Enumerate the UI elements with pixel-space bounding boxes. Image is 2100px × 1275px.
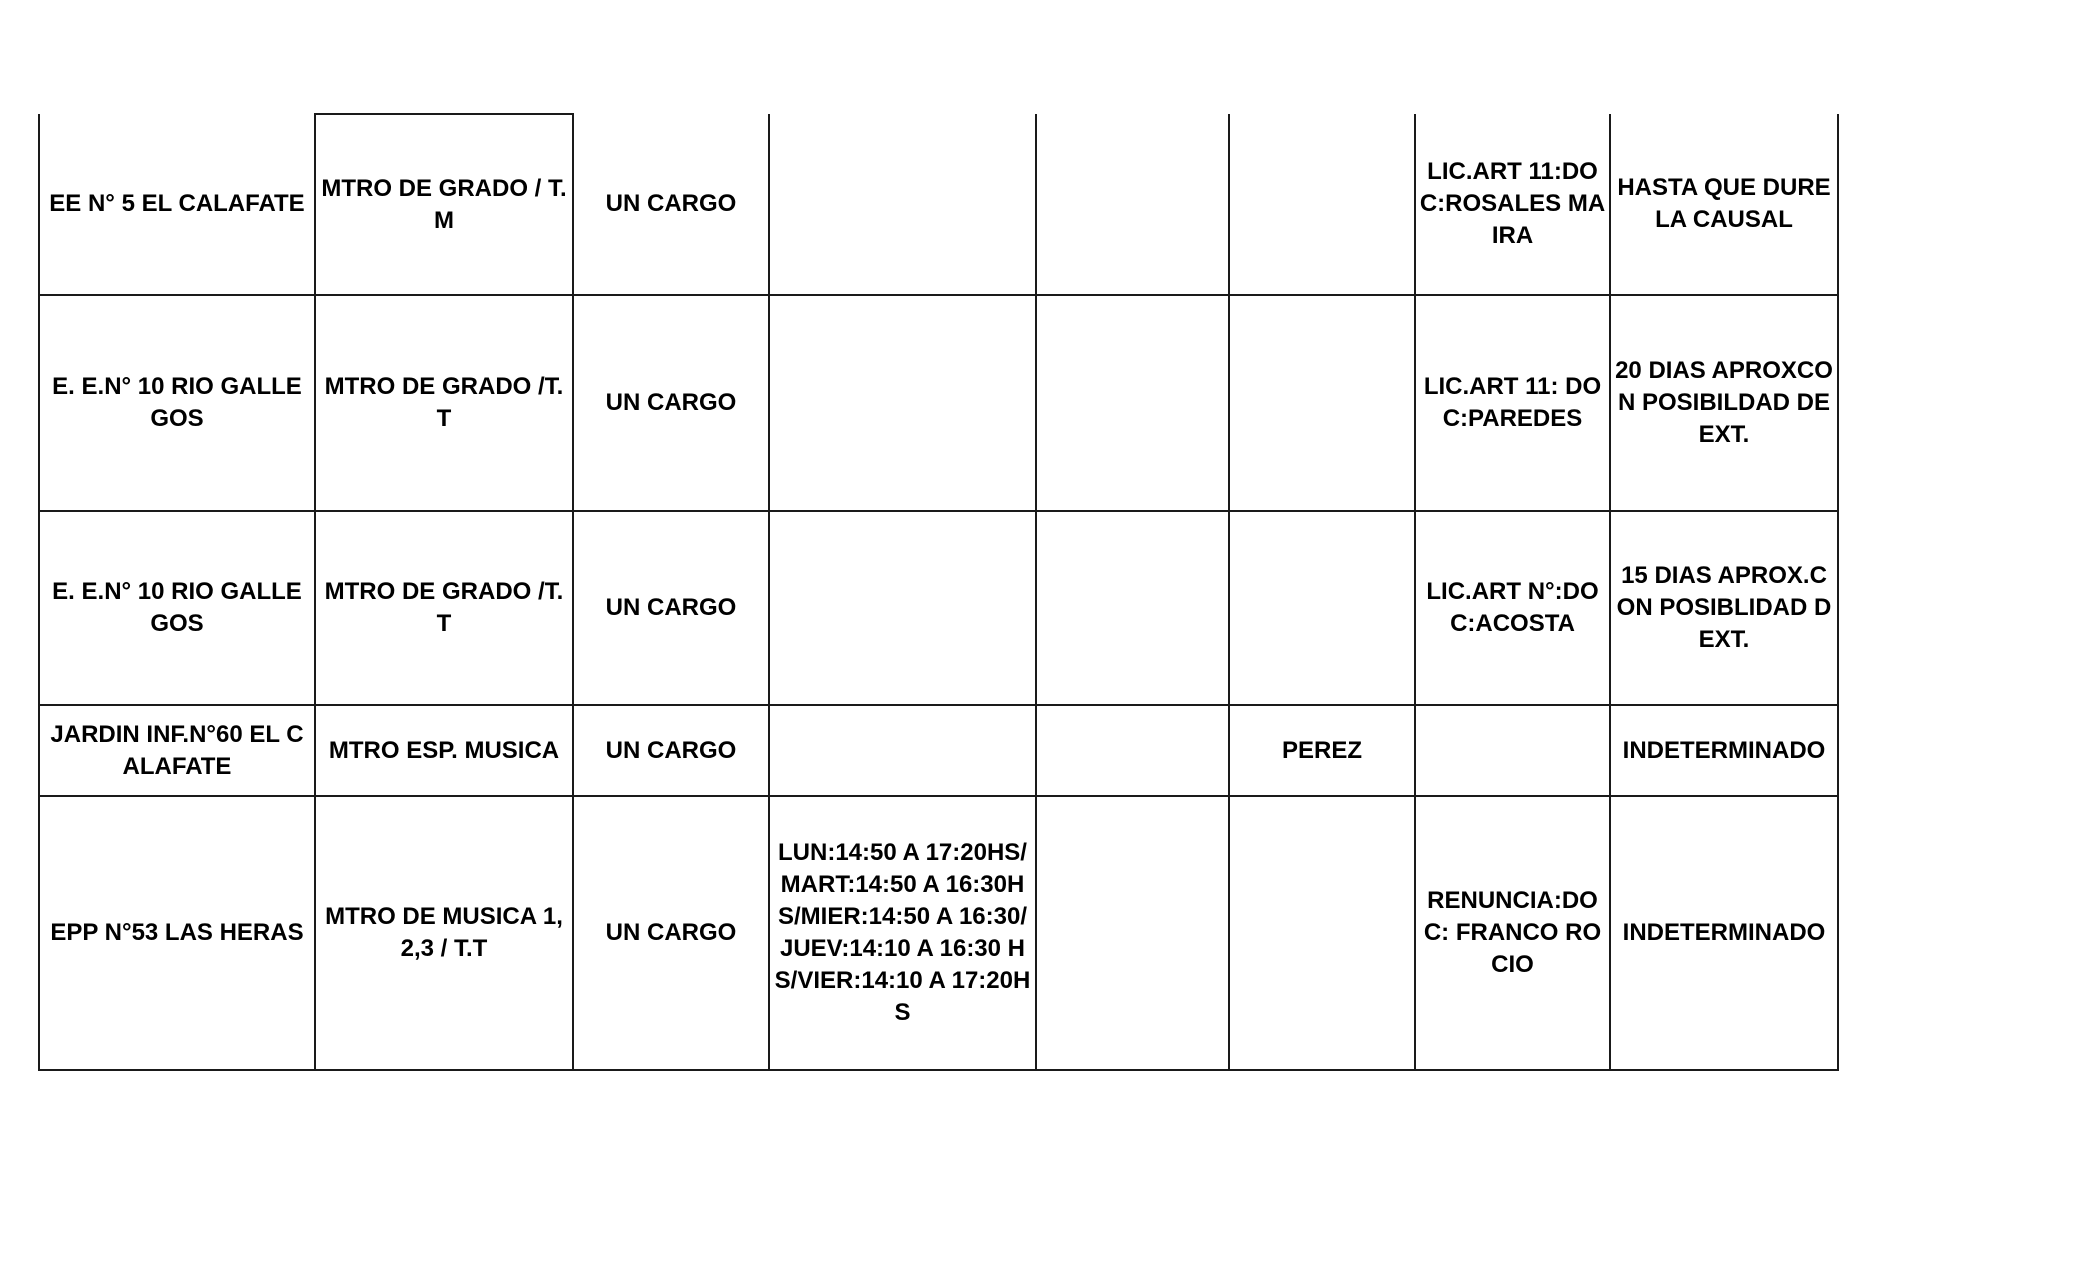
school-text: E. E.N° 10 RIO GALLEGOS — [52, 373, 302, 432]
reason-text: RENUNCIA:DOC: FRANCO ROCIO — [1423, 887, 1602, 978]
name-cell — [1229, 511, 1415, 705]
duration-cell — [1610, 114, 1838, 295]
reason-text: LIC.ART N°:DOC:ACOSTA — [1426, 578, 1599, 637]
school-cell — [39, 796, 315, 1070]
reason-cell — [1415, 796, 1610, 1070]
position-text: MTRO DE GRADO / T.M — [321, 174, 567, 234]
table-row — [39, 796, 1838, 1070]
reason-text: LIC.ART 11:DOC:ROSALES MAIRA — [1419, 158, 1606, 249]
quantity-text: UN CARGO — [605, 389, 737, 416]
quantity-text: UN CARGO — [605, 190, 737, 217]
position-cell — [315, 705, 573, 796]
quantity-cell — [573, 511, 769, 705]
quantity-text: UN CARGO — [605, 736, 737, 764]
position-cell — [315, 295, 573, 511]
school-text: EPP N°53 LAS HERAS — [50, 919, 304, 946]
duration-cell — [1610, 705, 1838, 796]
position-text: MTRO ESP. MUSICA — [328, 736, 560, 764]
duration-text: HASTA QUE DURE LA CAUSAL — [1617, 174, 1831, 233]
name-text: PEREZ — [1281, 736, 1362, 764]
name-cell — [1229, 796, 1415, 1070]
schedule-cell — [769, 295, 1036, 511]
duration-text: 20 DIAS APROXCON POSIBILDAD DE EXT. — [1615, 357, 1833, 448]
empty-cell — [1036, 114, 1229, 295]
schedule-text: LUN:14:50 A 17:20HS/MART:14:50 A 16:30HS/MIER:14:50 A 16:30/JUEV:14:10 A 16:30 HS/VIER:14:10 A 17:20HS — [774, 839, 1031, 1026]
school-text: E. E.N° 10 RIO GALLEGOS — [52, 578, 302, 637]
reason-text: LIC.ART 11: DOC:PAREDES — [1423, 373, 1602, 432]
table-row — [39, 705, 1838, 796]
reason-cell — [1415, 511, 1610, 705]
duration-text: INDETERMINADO — [1622, 736, 1826, 764]
reason-cell — [1415, 295, 1610, 511]
schedule-cell — [769, 511, 1036, 705]
empty-cell — [1036, 796, 1229, 1070]
quantity-text: UN CARGO — [605, 594, 737, 621]
duration-cell — [1610, 511, 1838, 705]
schedule-cell — [769, 114, 1036, 295]
quantity-cell — [573, 705, 769, 796]
duration-text: 15 DIAS APROX.CON POSIBLIDAD D EXT. — [1616, 562, 1832, 653]
schedule-cell — [769, 796, 1036, 1070]
name-cell — [1229, 295, 1415, 511]
school-cell — [39, 705, 315, 796]
table-row — [39, 114, 1838, 295]
empty-cell — [1036, 705, 1229, 796]
empty-cell — [1036, 511, 1229, 705]
name-cell — [1229, 705, 1415, 796]
duration-cell — [1610, 796, 1838, 1070]
position-cell — [315, 511, 573, 705]
quantity-cell — [573, 114, 769, 295]
school-cell — [39, 295, 315, 511]
position-text: MTRO DE GRADO /T.T — [324, 373, 564, 432]
school-cell — [39, 114, 315, 295]
table-row — [39, 295, 1838, 511]
school-text: JARDIN INF.N°60 EL CALAFATE — [50, 720, 304, 780]
duration-text: INDETERMINADO — [1622, 919, 1826, 946]
school-cell — [39, 511, 315, 705]
position-text: MTRO DE MUSICA 1,2,3 / T.T — [325, 903, 563, 962]
empty-cell — [1036, 295, 1229, 511]
table-row — [39, 511, 1838, 705]
position-cell — [315, 114, 573, 295]
reason-cell — [1415, 705, 1610, 796]
position-text: MTRO DE GRADO /T.T — [324, 578, 564, 637]
schedule-cell — [769, 705, 1036, 796]
quantity-cell — [573, 295, 769, 511]
reason-cell — [1415, 114, 1610, 295]
vacancy-table — [38, 113, 1839, 1071]
position-cell — [315, 796, 573, 1070]
quantity-text: UN CARGO — [605, 919, 737, 946]
duration-cell — [1610, 295, 1838, 511]
name-cell — [1229, 114, 1415, 295]
school-text: EE N° 5 EL CALAFATE — [49, 190, 305, 217]
quantity-cell — [573, 796, 769, 1070]
